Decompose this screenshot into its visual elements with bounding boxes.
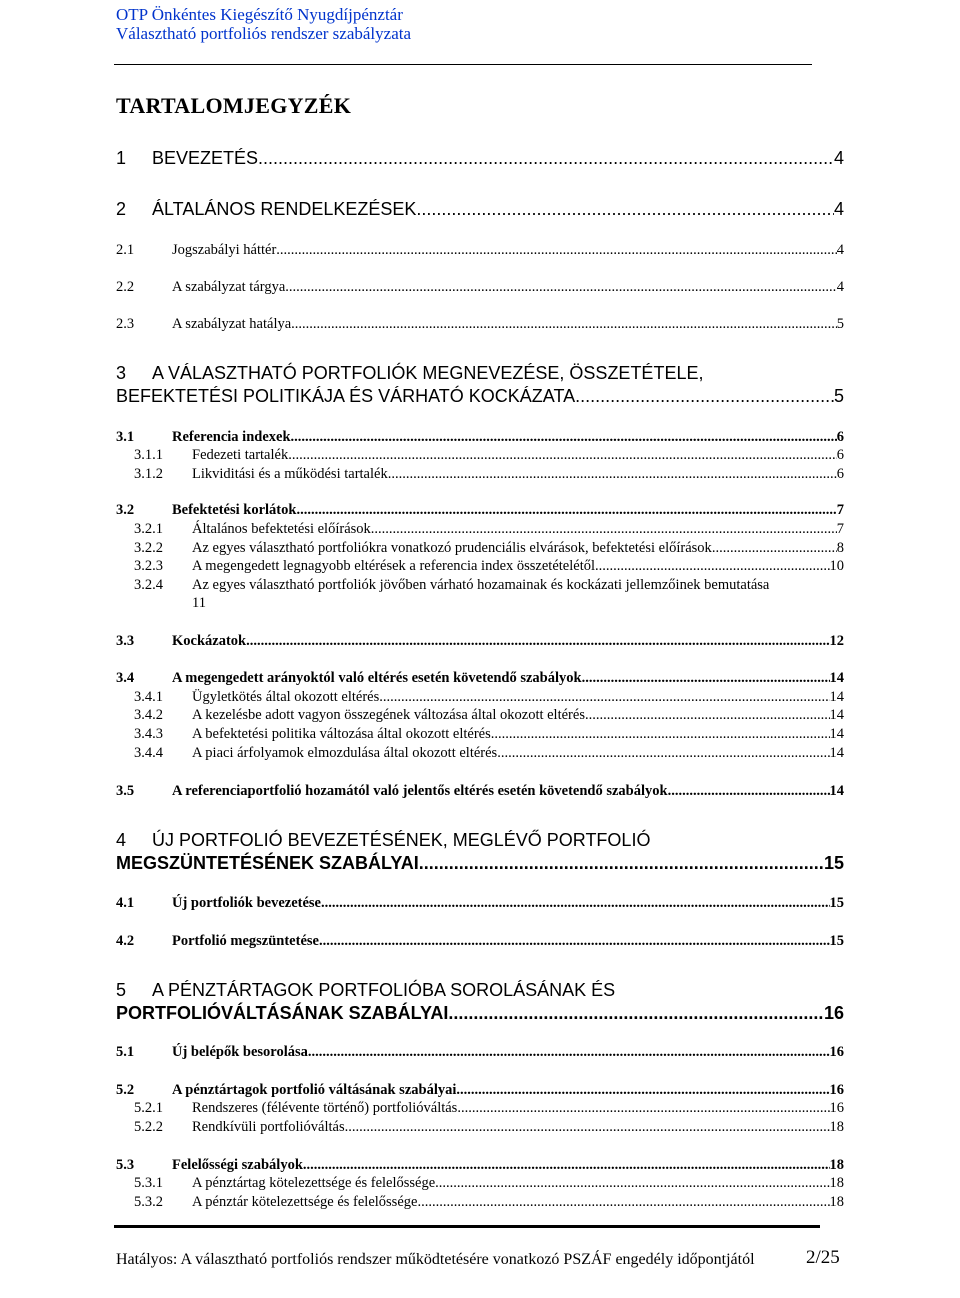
toc-entry-3-1[interactable]: [116, 428, 844, 446]
toc-number: 5.3: [116, 1157, 135, 1173]
toc-leader: [416, 198, 834, 220]
toc-text: A megengedett legnagyobb eltérések a referencia index összetételétől: [192, 558, 595, 574]
toc-leader: [291, 428, 837, 446]
toc-text: A szabályzat hatálya: [172, 316, 292, 332]
toc-entry-3-2-3[interactable]: [134, 557, 844, 575]
toc-text: Felelősségi szabályok: [172, 1157, 303, 1173]
toc-page: 18: [829, 1119, 844, 1135]
toc-text: A kezelésbe adott vagyon összegének változása által okozott eltérés: [192, 707, 585, 723]
toc-number: 2.2: [116, 279, 135, 295]
toc-page: 6: [836, 466, 844, 482]
toc-page: 11: [192, 595, 206, 611]
toc-number: 3.1: [116, 429, 135, 445]
toc-page: 15: [829, 895, 844, 911]
toc-number: 3.5: [116, 783, 135, 799]
toc-page: 14: [829, 689, 844, 705]
toc-entry-4-1[interactable]: [116, 894, 844, 912]
header-divider: [114, 64, 812, 65]
toc-entry-3-2-2[interactable]: [134, 539, 844, 557]
toc-text: A pénztártagok portfolió váltásának szabályai: [172, 1082, 457, 1098]
toc-leader: [321, 894, 830, 912]
toc-text: Új portfoliók bevezetése: [172, 895, 321, 911]
toc-entry-2-1[interactable]: [116, 241, 844, 259]
toc-entry-3-4-3[interactable]: [134, 725, 844, 743]
toc-leader: [448, 1002, 824, 1024]
toc-number: 3.4: [116, 670, 135, 686]
toc-text: A piaci árfolyamok elmozdulása által okozott eltérés: [192, 745, 498, 761]
toc-number: 3.4.1: [134, 689, 163, 705]
toc-page: 14: [829, 726, 844, 742]
toc-leader: [303, 1156, 830, 1174]
toc-leader: [435, 1174, 829, 1192]
toc-entry-5-2-2[interactable]: [134, 1118, 844, 1136]
toc-leader: [388, 465, 837, 483]
toc-page: 4: [836, 242, 844, 258]
toc-entry-2-3[interactable]: [116, 315, 844, 333]
toc-leader: [595, 557, 830, 575]
footer-divider: [114, 1225, 820, 1228]
toc-text: Referencia indexek: [172, 429, 291, 445]
toc-number: 3.4.2: [134, 707, 163, 723]
toc-page: 5: [836, 316, 844, 332]
toc-page: 16: [829, 1100, 844, 1116]
toc-text: Az egyes választható portfoliókra vonatkozó prudenciális elvárások, befektetési előírások: [192, 540, 712, 556]
toc-number: 3.4.4: [134, 745, 163, 761]
toc-number: 5.3.1: [134, 1175, 163, 1191]
toc-text: MEGSZÜNTETÉSÉNEK SZABÁLYAI: [116, 853, 419, 873]
toc-number: 3.2.1: [134, 521, 163, 537]
toc-entry-5-3-1[interactable]: [134, 1174, 844, 1192]
toc-entry-5-line1[interactable]: [116, 979, 615, 1001]
toc-page: 16: [823, 1003, 844, 1023]
toc-leader: [497, 744, 829, 762]
toc-entry-3-4[interactable]: [116, 669, 844, 687]
toc-text: Portfolió megszüntetése: [172, 933, 319, 949]
toc-text: A VÁLASZTHATÓ PORTFOLIÓK MEGNEVEZÉSE, ÖSSZETÉTELE,: [152, 363, 704, 383]
toc-leader: [371, 520, 837, 538]
toc-text: Az egyes választható portfoliók jövőben várható hozamainak és kockázati jellemzőinek bemutatása: [192, 577, 770, 593]
toc-page: 14: [829, 783, 844, 799]
toc-text: BEFEKTETÉSI POLITIKÁJA ÉS VÁRHATÓ KOCKÁZATA: [116, 386, 576, 406]
toc-number: 5: [116, 980, 127, 1000]
toc-text: Kockázatok: [172, 633, 247, 649]
toc-entry-3-1-2[interactable]: [134, 465, 844, 483]
footer-effective-note: Hatályos: A választható portfoliós rendszer működtetésére vonatkozó PSZÁF engedély időpontjától: [116, 1251, 755, 1268]
toc-entry-3-4-4[interactable]: [134, 744, 844, 762]
toc-entry-4-line1[interactable]: [116, 829, 650, 851]
toc-page: 15: [823, 853, 844, 873]
toc-page: 10: [829, 558, 844, 574]
toc-text: Új belépők besorolása: [172, 1044, 308, 1060]
toc-text: BEVEZETÉS: [152, 148, 259, 168]
toc-leader: [491, 725, 830, 743]
toc-number: 3.2.2: [134, 540, 163, 556]
toc-text: ÁLTALÁNOS RENDELKEZÉSEK: [152, 199, 417, 219]
toc-leader: [276, 241, 836, 259]
toc-page: 14: [829, 745, 844, 761]
toc-text: A pénztártag kötelezettsége és felelőssége: [192, 1175, 436, 1191]
toc-entry-3-line1[interactable]: [116, 362, 703, 384]
toc-number: 4: [116, 830, 127, 850]
toc-text: A PÉNZTÁRTAGOK PORTFOLIÓBA SOROLÁSÁNAK ÉS: [152, 980, 616, 1000]
toc-leader: [379, 688, 829, 706]
toc-leader: [291, 315, 837, 333]
toc-leader: [345, 1118, 830, 1136]
toc-text: Ügyletkötés által okozott eltérés: [192, 689, 380, 705]
toc-page: 15: [829, 933, 844, 949]
toc-leader: [246, 632, 829, 650]
toc-number: 3.2.3: [134, 558, 163, 574]
toc-text: Rendkívüli portfolióváltás: [192, 1119, 345, 1135]
toc-text: A szabályzat tárgya: [172, 279, 286, 295]
toc-text: A befektetési politika változása által okozott eltérés: [192, 726, 491, 742]
toc-leader: [668, 782, 830, 800]
toc-page: 16: [829, 1044, 844, 1060]
toc-number: 5.1: [116, 1044, 135, 1060]
toc-number: 5.2.1: [134, 1100, 163, 1116]
toc-entry-3-2-4[interactable]: [134, 576, 844, 612]
toc-page: 4: [836, 279, 844, 295]
toc-text: PORTFOLIÓVÁLTÁSÁNAK SZABÁLYAI: [116, 1003, 449, 1023]
toc-entry-2[interactable]: [116, 198, 844, 220]
toc-number: 5.3.2: [134, 1194, 163, 1210]
toc-page: 8: [836, 540, 844, 556]
toc-leader: [585, 706, 830, 724]
toc-leader: [582, 669, 830, 687]
toc-number: 3.3: [116, 633, 135, 649]
toc-page: 4: [833, 148, 844, 168]
toc-entry-4-line2[interactable]: [116, 852, 844, 874]
toc-number: 2: [116, 199, 127, 219]
toc-entry-5-2-1[interactable]: [134, 1099, 844, 1117]
toc-text: Befektetési korlátok: [172, 502, 297, 518]
toc-number: 5.2.2: [134, 1119, 163, 1135]
toc-entry-3-1-1[interactable]: [134, 446, 844, 464]
toc-text: Rendszeres (félévente történő) portfolióváltás: [192, 1100, 458, 1116]
toc-leader: [712, 539, 837, 557]
toc-leader: [288, 446, 837, 464]
toc-number: 4.1: [116, 895, 135, 911]
toc-entry-2-2[interactable]: [116, 278, 844, 296]
toc-leader: [285, 278, 836, 296]
toc-number: 2.1: [116, 242, 135, 258]
toc-entry-5-line2[interactable]: [116, 1002, 844, 1024]
toc-page: 6: [836, 429, 844, 445]
toc-page: 6: [836, 447, 844, 463]
toc-page: 18: [829, 1175, 844, 1191]
toc-page: 18: [829, 1157, 844, 1173]
toc-entry-5-2[interactable]: [116, 1081, 844, 1099]
toc-number: 5.2: [116, 1082, 135, 1098]
toc-number: 3.1.1: [134, 447, 163, 463]
toc-leader: [419, 852, 824, 874]
toc-page: 7: [836, 521, 844, 537]
toc-entry-4-2[interactable]: [116, 932, 844, 950]
toc-entry-5-3-2[interactable]: [134, 1193, 844, 1211]
toc-title: TARTALOMJEGYZÉK: [116, 93, 352, 118]
toc-entry-5-3[interactable]: [116, 1156, 844, 1174]
toc-number: 3.4.3: [134, 726, 163, 742]
toc-entry-3-5[interactable]: [116, 782, 844, 800]
toc-leader: [456, 1081, 829, 1099]
toc-text: A referenciaportfolió hozamától való jelentős eltérés esetén követendő szabályok: [172, 783, 668, 799]
toc-leader: [319, 932, 830, 950]
toc-text: Általános befektetési előírások: [192, 521, 371, 537]
toc-page: 12: [829, 633, 844, 649]
footer-page-number: 2/25: [806, 1247, 840, 1268]
toc-entry-1[interactable]: [116, 147, 844, 169]
toc-text: ÚJ PORTFOLIÓ BEVEZETÉSÉNEK, MEGLÉVŐ PORTFOLIÓ: [152, 830, 651, 850]
toc-number: 3.1.2: [134, 466, 163, 482]
toc-page: 16: [829, 1082, 844, 1098]
header-document-title: Választható portfoliós rendszer szabályzata: [116, 24, 412, 43]
toc-page: 5: [833, 386, 844, 406]
toc-text: Jogszabályi háttér: [172, 242, 277, 258]
toc-entry-3-3[interactable]: [116, 632, 844, 650]
toc-entry-3-4-2[interactable]: [134, 706, 844, 724]
toc-leader: [575, 385, 834, 407]
header-organization: OTP Önkéntes Kiegészítő Nyugdíjpénztár: [116, 5, 403, 24]
toc-number: 2.3: [116, 316, 135, 332]
toc-page: 7: [836, 502, 844, 518]
toc-number: 1: [116, 148, 127, 168]
toc-entry-3-2-1[interactable]: [134, 520, 844, 538]
toc-entry-5-1[interactable]: [116, 1043, 844, 1061]
toc-number: 3.2: [116, 502, 135, 518]
toc-entry-3-2[interactable]: [116, 501, 844, 519]
toc-leader: [258, 147, 834, 169]
toc-leader: [308, 1043, 830, 1061]
toc-text: A pénztár kötelezettsége és felelőssége: [192, 1194, 418, 1210]
toc-number: 4.2: [116, 933, 135, 949]
toc-entry-3-line2[interactable]: [116, 385, 844, 407]
toc-number: 3: [116, 363, 127, 383]
toc-leader: [417, 1193, 829, 1211]
toc-page: 14: [829, 670, 844, 686]
toc-text: A megengedett arányoktól való eltérés esetén követendő szabályok: [172, 670, 582, 686]
toc-text: Likviditási és a működési tartalék: [192, 466, 388, 482]
toc-leader: [296, 501, 836, 519]
toc-text: Fedezeti tartalék: [192, 447, 289, 463]
toc-page: 4: [833, 199, 844, 219]
toc-leader: [457, 1099, 829, 1117]
toc-page: 18: [829, 1194, 844, 1210]
toc-number: 3.2.4: [134, 577, 163, 593]
toc-page: 14: [829, 707, 844, 723]
toc-entry-3-4-1[interactable]: [134, 688, 844, 706]
